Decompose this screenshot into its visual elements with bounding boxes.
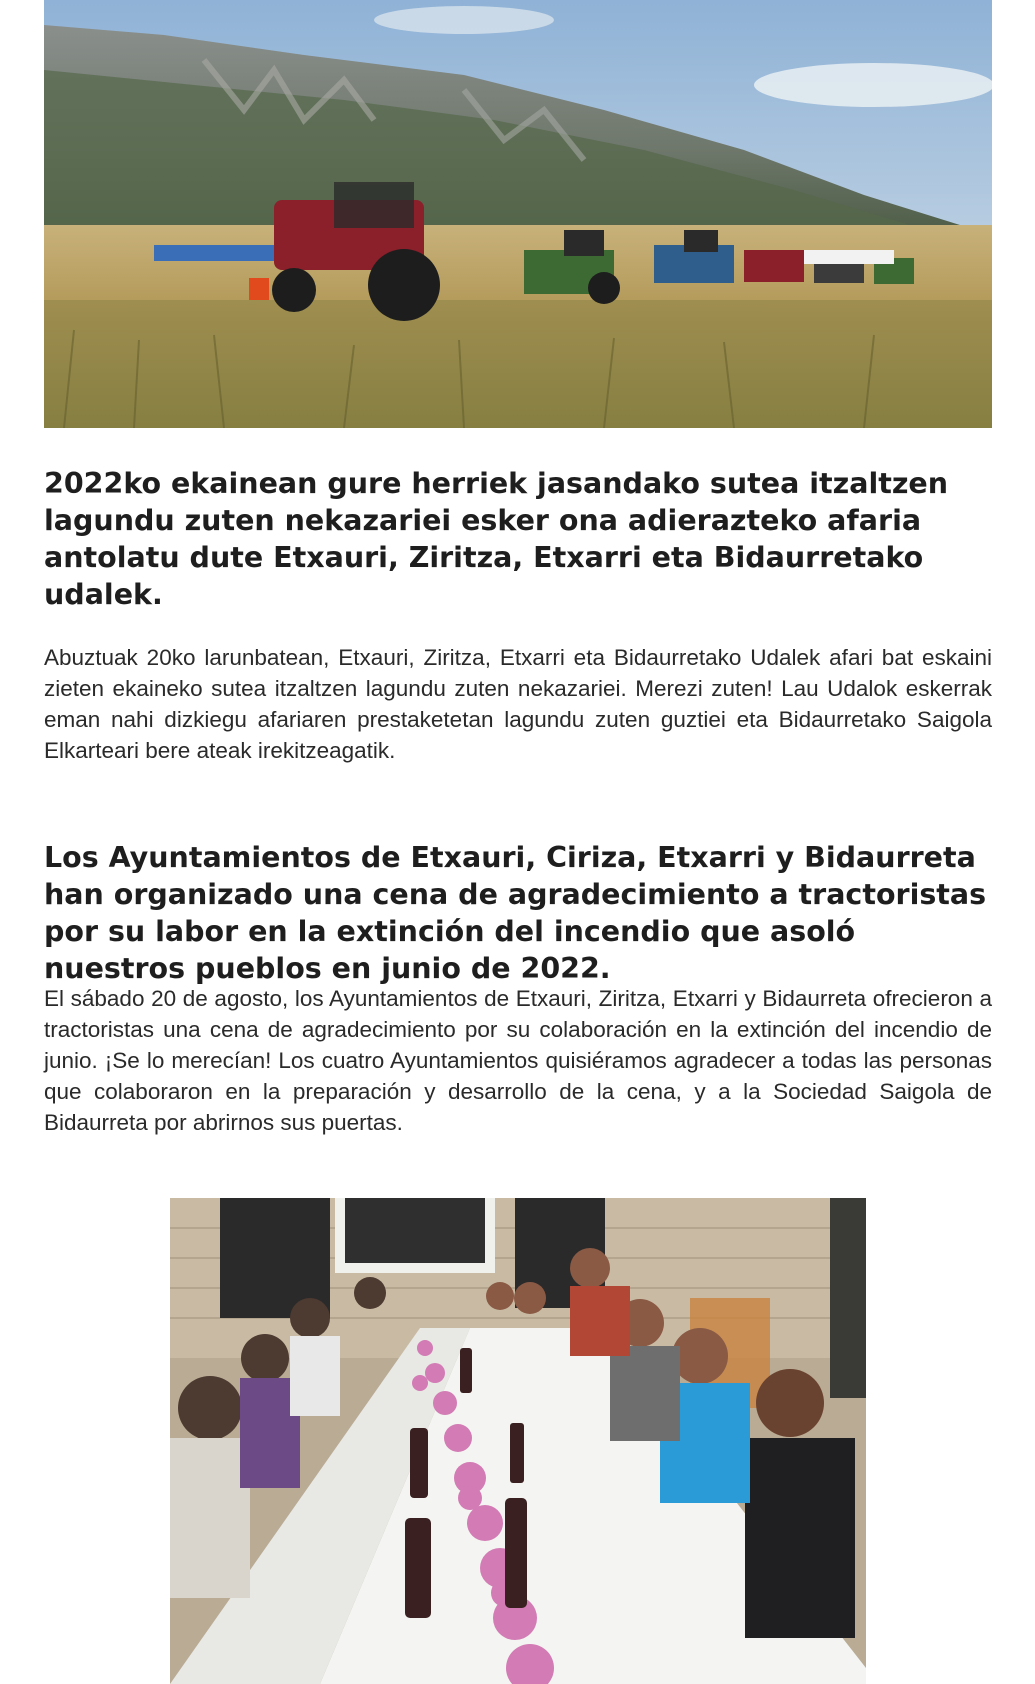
body-spanish: El sábado 20 de agosto, los Ayuntamientos de Etxauri, Ziritza, Etxarri y Bidaurreta ofrecieron a tractoristas una cena de agradecimiento por su colaboración en la extinción del incendio de junio. ¡Se lo merecían! Los cuatro Ayuntamientos quisiéramos agradecer a todas las personas que colaboraron en la preparación y desarrollo de la cena, y a la Sociedad Saigola de Bidaurreta por abrirnos sus puertas.: [44, 986, 992, 1135]
heading-basque: 2022ko ekainean gure herriek jasandako sutea itzaltzen lagundu zuten nekazariei esker ona adierazteko afaria antolatu dute Etxauri, Ziritza, Etxarri eta Bidaurretako udalek.: [44, 467, 949, 611]
body-basque: Abuztuak 20ko larunbatean, Etxauri, Ziritza, Etxarri eta Bidaurretako Udalek afari bat eskaini zieten ekaineko sutea itzaltzen lagundu zuten nekazariei. Merezi zuten! Lau Udalok eskerrak eman nahi dizkiegu afariaren prestaketetan lagundu zuten guztiei eta Bidaurretako Saigola Elkarteari bere ateak irekitzeagatik.: [44, 645, 992, 763]
dinner-photo: [170, 1198, 866, 1684]
tractors-field-photo: [44, 0, 992, 428]
heading-spanish: Los Ayuntamientos de Etxauri, Ciriza, Etxarri y Bidaurreta han organizado una cena de agradecimiento a tractoristas por su labor en la extinción del incendio que asoló nuestros pueblos en junio de 2022.: [44, 841, 987, 985]
dinner-illustration: [170, 1198, 866, 1684]
tractors-field-illustration: [44, 0, 992, 428]
